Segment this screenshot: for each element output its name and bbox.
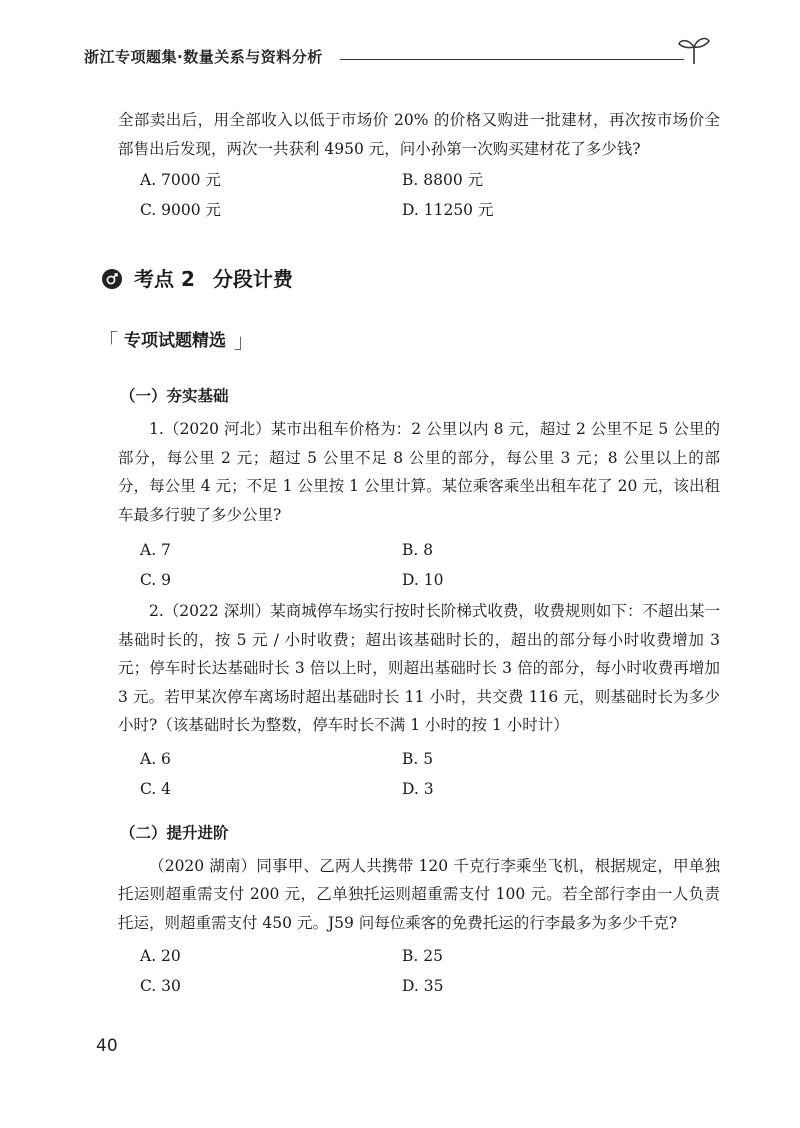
selection-heading [98,323,720,359]
option-b: B. 5 [402,749,434,768]
option-d: D. 35 [402,977,444,995]
question-options [118,535,720,595]
option-c: C. 4 [140,779,172,798]
section-heading [102,259,720,299]
option-d: D. 10 [402,571,444,589]
sprout-icon [676,34,712,66]
question-options [118,744,720,804]
subsection-title: （一）夯实基础 [120,387,229,405]
header-title: 浙江专项题集·数量关系与资料分析 [84,48,323,66]
question-options [118,941,720,1001]
option-d: D. 3 [402,779,434,798]
previous-question-options [118,165,720,225]
option-a: A. 7000 元 [140,171,221,189]
selection-title: 专项试题精选 [124,330,226,351]
question-text: （2020 湖南）同事甲、乙两人共携带 120 千克行李乘坐飞机，根据规定，甲单独托运则超重需支付 200 元，乙单独托运则超重需支付 100 元。若全部行李由一人负责托运，则超重需支付 450 元。J59 问每位乘客的免费托运的行李最多为多少千克? [118,856,720,932]
header-rule [340,59,684,60]
option-c: C. 9 [140,571,172,589]
subsection-title: （二）提升进阶 [120,823,229,842]
option-b: B. 8800 元 [402,171,484,189]
option-d: D. 11250 元 [402,201,494,219]
previous-question-text: 全部卖出后，用全部收入以低于市场价 20% 的价格又购进一批建材，再次按市场价全部售出后发现，两次一共获利 4950 元，问小孙第一次购买建材花了多少钱? [118,111,720,158]
option-a: A. 20 [140,947,181,965]
option-c: C. 9000 元 [140,201,222,219]
target-icon [102,269,122,289]
option-a: A. 7 [140,541,171,559]
question-text: 1.（2020 河北）某市出租车价格为：2 公里以内 8 元，超过 2 公里不足 5 公里的部分，每公里 2 元；超过 5 公里不足 8 公里的部分，每公里 3 元；8 公里以上的部分，每公里 4 元；不足 1 公里按 1 公里计算。某位乘客乘坐出租车花了 20 元，该出租车最多行驶了多少公里? [118,420,720,524]
option-b: B. 25 [402,947,443,965]
option-b: B. 8 [402,541,434,559]
option-c: C. 30 [140,977,181,995]
section-label: 考点 2 [134,266,195,291]
page-content [98,106,720,1003]
question-text: 2.（2022 深圳）某商城停车场实行按时长阶梯式收费，收费规则如下：不超出某一基础时长的，按 5 元 / 小时收费；超出该基础时长的，超出的部分每小时收费增加 3 元；停车时长达基础时长 3 倍以上时，则超出基础时长 3 倍的部分，每小时收费再增加 3 元。若甲某次停车离场时超出基础时长 11 小时，共交费 116 元，则基础时长为多少小时?（该基础时长为整数，停车时长不满 1 小时的按 1 小时计） [118,602,720,734]
page-number: 40 [96,1036,118,1056]
section-title: 分段计费 [212,266,293,291]
left-bracket: 「 [98,328,118,353]
option-a: A. 6 [140,749,171,768]
right-bracket: 」 [234,328,254,353]
